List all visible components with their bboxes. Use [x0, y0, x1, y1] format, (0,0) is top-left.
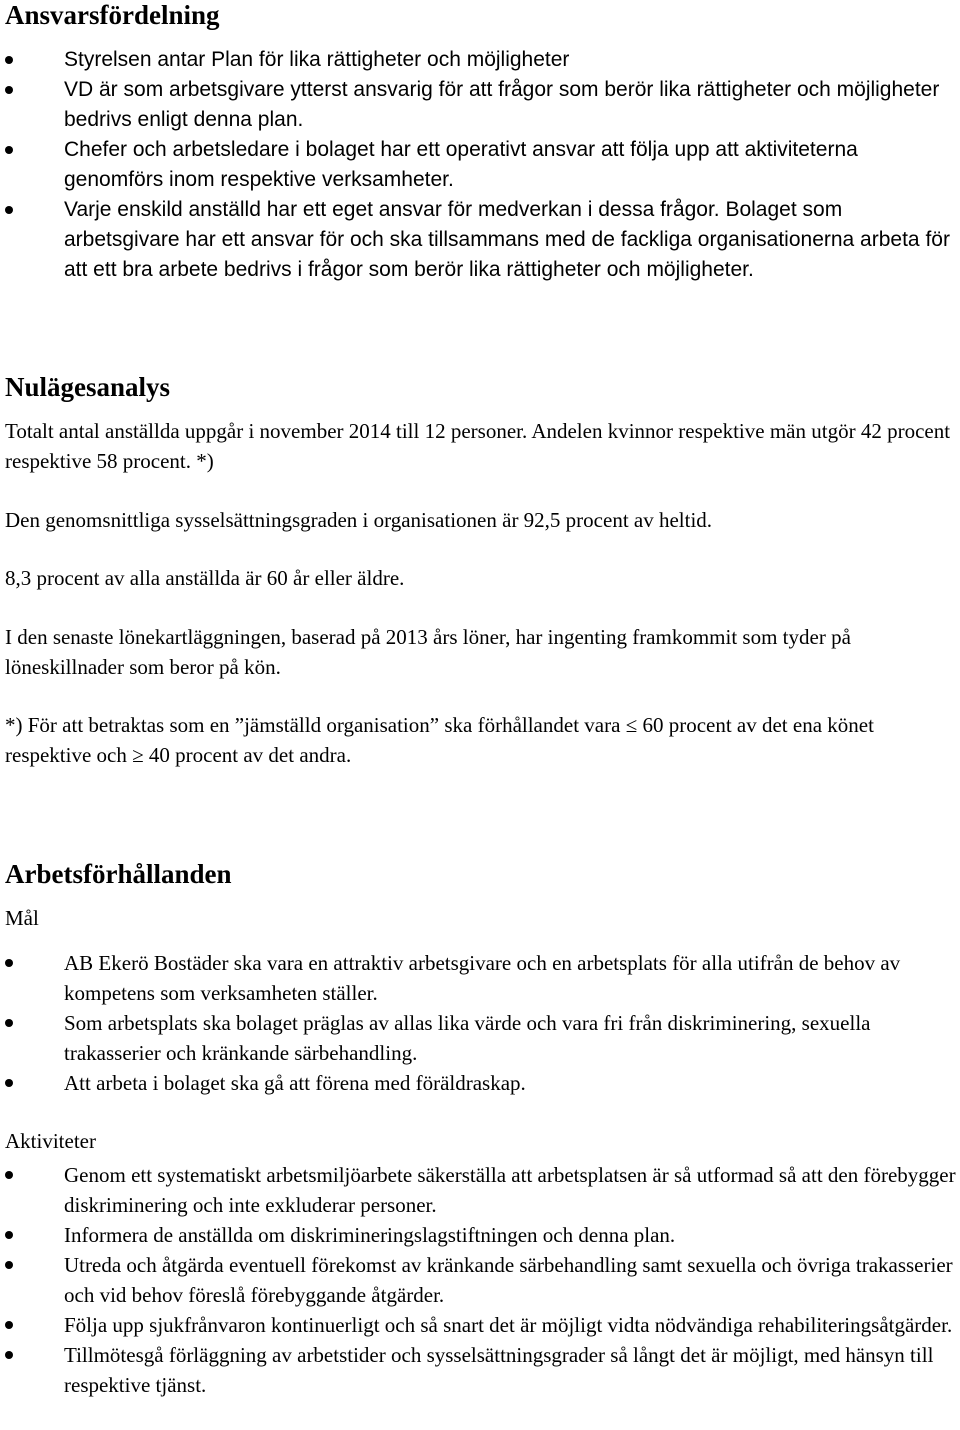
- paragraph-salary-survey: I den senaste lönekartläggningen, baserad på 2013 års löner, har ingenting framkommit som tyder på löneskillnader som beror på kön.: [5, 625, 851, 679]
- bullet-icon: [5, 1231, 13, 1239]
- bullet-icon: [5, 86, 13, 94]
- activities-list: [0, 1160, 960, 1400]
- list-item: VD är som arbetsgivare ytterst ansvarig för att frågor som berör lika rättigheter och möjligheter bedrivs enligt denna plan.: [0, 75, 960, 135]
- bullet-icon: [5, 1079, 13, 1087]
- bullet-icon: [5, 1321, 13, 1329]
- heading-arbetsforhallanden: Arbetsförhållanden: [5, 859, 232, 889]
- list-item: Styrelsen antar Plan för lika rättigheter och möjligheter: [0, 45, 960, 75]
- heading-nulagesanalys: Nulägesanalys: [5, 372, 171, 402]
- list-item: Genom ett systematiskt arbetsmiljöarbete säkerställa att arbetsplatsen är så utformad så att den förebygger diskriminering och inte exkluderar personer.: [0, 1160, 960, 1220]
- paragraph-footnote: *) För att betraktas som en ”jämställd organisation” ska förhållandet vara ≤ 60 procent av det ena könet respektive och ≥ 40 procent av det andra.: [5, 713, 874, 767]
- subheading-goals: Mål: [5, 906, 39, 930]
- list-item: Tillmötesgå förläggning av arbetstider och sysselsättningsgrader så långt det är möjligt, med hänsyn till respektive tjänst.: [0, 1340, 960, 1400]
- list-item: Chefer och arbetsledare i bolaget har ett operativt ansvar att följa upp att aktiviteterna genomförs inom respektive verksamheter.: [0, 135, 960, 195]
- bullet-icon: [5, 959, 13, 967]
- bullet-icon: [5, 1019, 13, 1027]
- bullet-icon: [5, 1351, 13, 1359]
- responsibility-list: [0, 45, 960, 285]
- bullet-icon: [5, 56, 13, 64]
- paragraph-age: 8,3 procent av alla anställda är 60 år eller äldre.: [5, 566, 405, 590]
- list-item: Utreda och åtgärda eventuell förekomst av kränkande särbehandling samt sexuella och övriga trakasserier och vid behov föreslå förebyggande åtgärder.: [0, 1250, 960, 1310]
- paragraph-employment-rate: Den genomsnittliga sysselsättningsgraden i organisationen är 92,5 procent av heltid.: [5, 508, 713, 532]
- heading-ansvarsfordelning: Ansvarsfördelning: [5, 0, 220, 30]
- bullet-icon: [5, 206, 13, 214]
- bullet-icon: [5, 1261, 13, 1269]
- list-item: Varje enskild anställd har ett eget ansvar för medverkan i dessa frågor. Bolaget som arbetsgivare har ett ansvar för och ska tillsammans med de fackliga organisationerna arbeta för att ett bra arbete bedrivs i frågor som berör lika rättigheter och möjligheter.: [0, 195, 960, 285]
- paragraph-employees: Totalt antal anställda uppgår i november 2014 till 12 personer. Andelen kvinnor respektive män utgör 42 procent respektive 58 procent. *): [5, 419, 951, 473]
- list-item: Informera de anställda om diskrimineringslagstiftningen och denna plan.: [0, 1220, 960, 1250]
- list-item: AB Ekerö Bostäder ska vara en attraktiv arbetsgivare och en arbetsplats för alla utifrån de behov av kompetens som verksamheten ställer.: [0, 948, 960, 1008]
- list-item: Som arbetsplats ska bolaget präglas av allas lika värde och vara fri från diskriminering, sexuella trakasserier och kränkande särbehandling.: [0, 1008, 960, 1068]
- goals-list: [0, 948, 960, 1098]
- subheading-activities: Aktiviteter: [5, 1129, 96, 1153]
- list-item: Att arbeta i bolaget ska gå att förena med föräldraskap.: [0, 1068, 960, 1098]
- list-item: Följa upp sjukfrånvaron kontinuerligt och så snart det är möjligt vidta nödvändiga rehabiliteringsåtgärder.: [0, 1310, 960, 1340]
- bullet-icon: [5, 146, 13, 154]
- bullet-icon: [5, 1171, 13, 1179]
